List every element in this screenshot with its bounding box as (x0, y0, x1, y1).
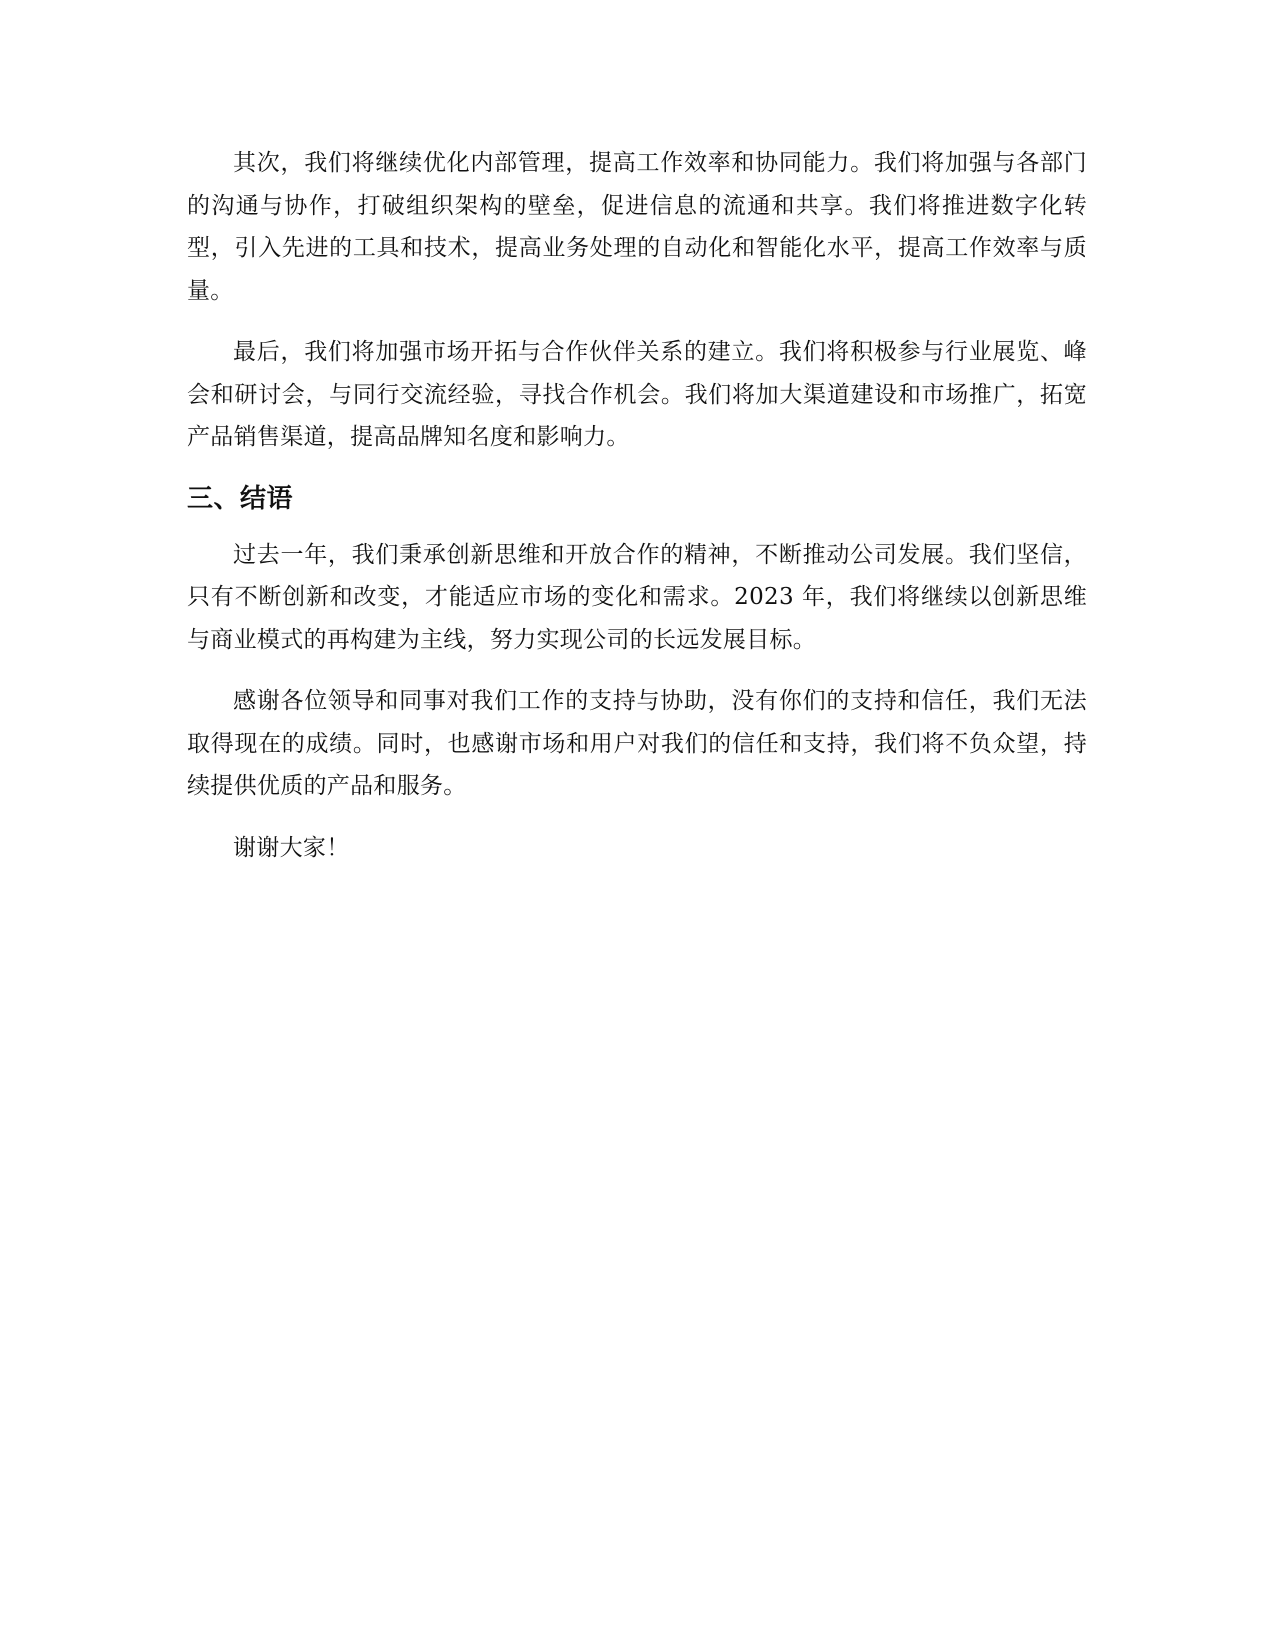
paragraph-internal-management: 其次，我们将继续优化内部管理，提高工作效率和协同能力。我们将加强与各部门的沟通与协作，打破组织架构的壁垒，促进信息的流通和共享。我们将推进数字化转型，引入先进的工具和技术，提高业务处理的自动化和智能化水平，提高工作效率与质量。 (187, 150, 1087, 304)
paragraph-review: 过去一年，我们秉承创新思维和开放合作的精神，不断推动公司发展。我们坚信，只有不断创新和改变，才能适应市场的变化和需求。2023 年，我们将继续以创新思维与商业模式的再构建为主线，努力实现公司的长远发展目标。 (187, 541, 1087, 653)
paragraph-thanks: 感谢各位领导和同事对我们工作的支持与协助，没有你们的支持和信任，我们无法取得现在的成绩。同时，也感谢市场和用户对我们的信任和支持，我们将不负众望，持续提供优质的产品和服务。 (187, 688, 1087, 799)
paragraph-market-expansion: 最后，我们将加强市场开拓与合作伙伴关系的建立。我们将积极参与行业展览、峰会和研讨会，与同行交流经验，寻找合作机会。我们将加大渠道建设和市场推广，拓宽产品销售渠道，提高品牌知名度和影响力。 (187, 339, 1087, 450)
section-heading-conclusion: 三、结语 (187, 483, 294, 514)
paragraph-closing: 谢谢大家！ (233, 834, 350, 861)
document-body (187, 142, 1087, 888)
